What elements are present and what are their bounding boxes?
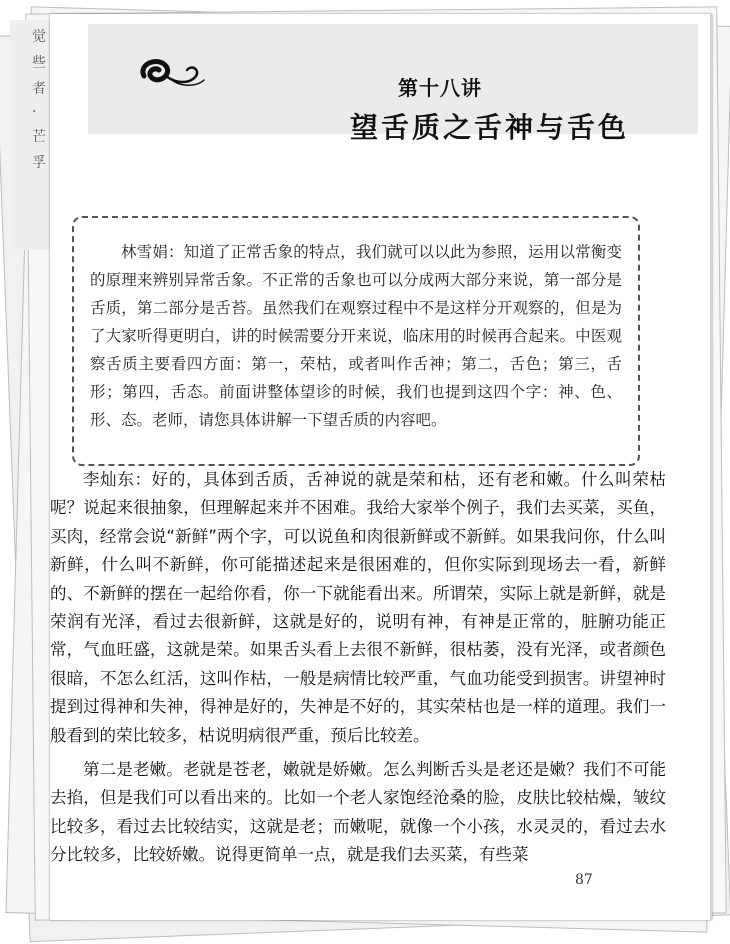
edge-fragment: 者 <box>32 81 46 97</box>
edge-fragment: 芒 <box>32 129 46 145</box>
intro-dialogue-box <box>72 216 640 466</box>
intro-paragraph: 林雪娟：知道了正常舌象的特点，我们就可以以此为参照，运用以常衡变的原理来辨别异常舌象。不正常的舌象也可以分成两大部分来说，第一部分是舌质，第二部分是舌苔。虽然我们在观察过程中不是这样分开观察的，但是为了大家听得更明白，讲的时候需要分开来说，临床用的时候再合起来。中医观察舌质主要看四方面：第一，荣枯，或者叫作舌神；第二，舌色；第三，舌形；第四，舌态。前面讲整体望诊的时候，我们也提到这四个字：神、色、形、态。老师，请您具体讲解一下望舌质的内容吧。 <box>90 243 622 429</box>
lecture-number: 第十八讲 <box>398 76 482 100</box>
body-paragraph: 第二是老嫩。老就是苍老，嫩就是娇嫩。怎么判断舌头是老还是嫩？我们不可能去掐，但是我们可以看出来的。比如一个老人家饱经沧桑的脸，皮肤比较枯燥，皱纹比较多，看过去比较结实，这就是老；而嫩呢，就像一个小孩，水灵灵的，看过去水分比较多，比较娇嫩。说得更简单一点，就是我们去买菜，有些菜 <box>50 760 666 865</box>
edge-fragment: 些 <box>32 55 46 71</box>
cloud-swirl-icon <box>136 54 208 94</box>
book-page <box>50 14 712 920</box>
chapter-header <box>88 24 698 144</box>
edge-fragment: · <box>32 104 37 120</box>
edge-fragment: 孚 <box>32 155 46 171</box>
body-paragraph: 李灿东：好的，具体到舌质，舌神说的就是荣和枯，还有老和嫩。什么叫荣枯呢？说起来很抽象，但理解起来并不困难。我给大家举个例子，我们去买菜，买鱼，买肉，经常会说“新鲜”两个字，可以说鱼和肉很新鲜或不新鲜。如果我问你，什么叫新鲜，什么叫不新鲜，你可能描述起来是很困难的，但你实际到现场去一看，新鲜的、不新鲜的摆在一起给你看，你一下就能看出来。所谓荣，实际上就是新鲜，就是荣润有光泽，看过去很新鲜，这就是好的，说明有神，有神是正常的，脏腑功能正常，气血旺盛，这就是荣。如果舌头看上去很不新鲜，很枯萎，没有光泽，或者颜色很暗，不怎么红活，这叫作枯，一般是病情比较严重，气血功能受到损害。讲望神时提到过得神和失神，得神是好的，失神是不好的，其实荣枯也是一样的道理。我们一般看到的荣比较多，枯说明病很严重，预后比较差。 <box>50 470 666 745</box>
edge-fragment: 觉 <box>32 29 46 45</box>
lecture-title: 望舌质之舌神与舌色 <box>350 111 630 144</box>
page-number: 87 <box>575 872 593 888</box>
previous-page-edge <box>10 20 51 250</box>
body-text <box>50 466 666 870</box>
